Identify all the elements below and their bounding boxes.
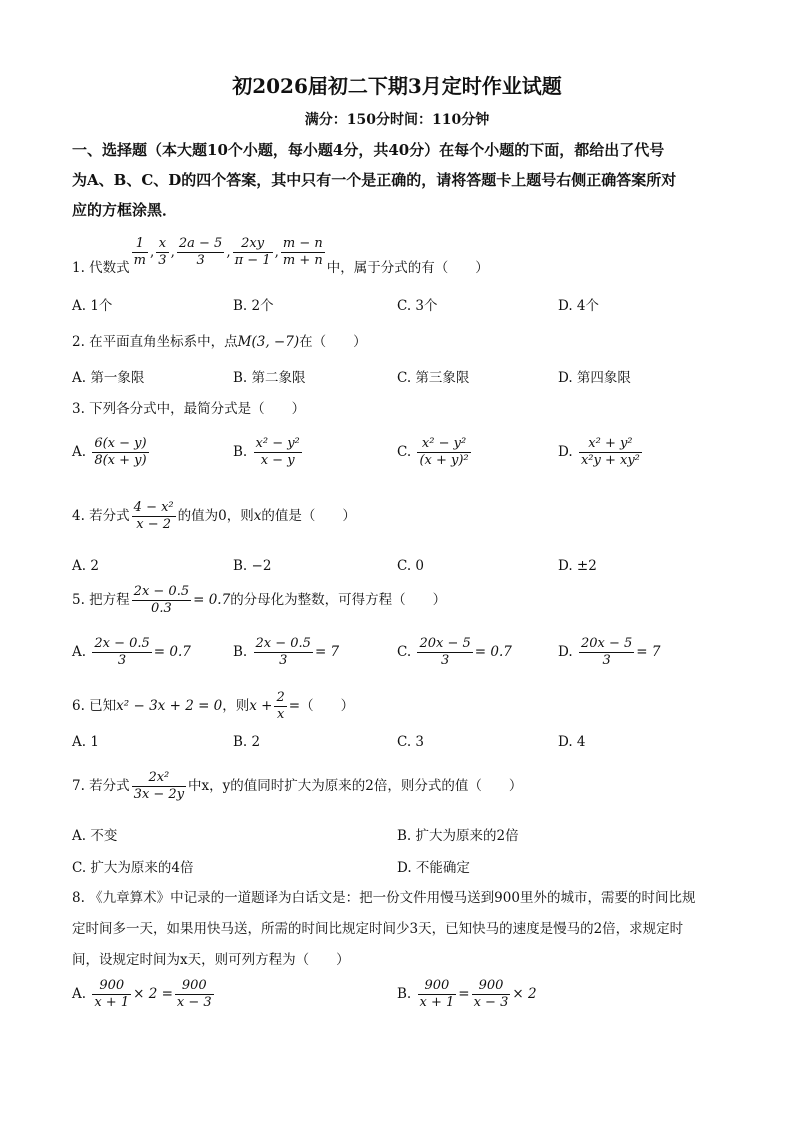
q2-option-a[interactable]: A. 第一象限 <box>72 370 145 386</box>
question-5: 5. 把方程 $\frac{2x - 0.5}{0.3}$ = 0.7的分母化为整数，可得方程（ ） <box>72 584 447 616</box>
q5-option-a[interactable]: A. $\frac{2x - 0.5}{3}$ = 0.7 <box>72 636 191 668</box>
question-3: 3. 下列各分式中，最简分式是（ ） <box>72 401 306 417</box>
score-time-line: 满分：150分时间：110分钟 <box>304 112 490 128</box>
q5-option-c[interactable]: C. $\frac{20x - 5}{3}$ = 0.7 <box>397 636 512 668</box>
fraction: $\frac{2a - 5}{3}$ <box>178 236 223 268</box>
q7-option-d[interactable]: D. 不能确定 <box>397 860 470 876</box>
q8-option-a[interactable]: A. $\frac{900}{x + 1}$ × 2 = $\frac{900}{x - 3}$ <box>72 978 212 1010</box>
section-instructions-3: 应的方框涂黑． <box>72 201 178 219</box>
q1-option-a[interactable]: A. 1个 <box>72 298 113 314</box>
question-4: 4. 若分式 $\frac{\text{4 − x²}}{x - 2}$ 的值为0，则x的值是（ ） <box>72 500 356 532</box>
q7-option-b[interactable]: B. 扩大为原来的2倍 <box>397 828 519 844</box>
q2-option-d[interactable]: D. 第四象限 <box>558 370 631 386</box>
fraction: $\frac{1}{m}$ <box>133 236 146 268</box>
question-1: 1. 代数式 $\frac{1}{m}$ , $\frac{x}{3}$ , $\frac{2a - 5}{3}$ , $\frac{2xy}{\pi - 1}$ , $\frac{m - n}{m + n}$ 中，属于分式的有（ ） <box>72 236 489 276</box>
q5-option-b[interactable]: B. $\frac{2x - 0.5}{3}$ = 7 <box>233 636 340 668</box>
fraction: $\frac{2xy}{\pi - 1}$ <box>234 236 271 268</box>
question-8-line-3: 间，设规定时间为x天，则可列方程为（ ） <box>72 952 350 968</box>
fraction: $\frac{x}{3}$ <box>158 236 167 268</box>
q1-option-d[interactable]: D. 4个 <box>558 298 600 314</box>
q4-option-d[interactable]: D. ±2 <box>558 558 597 574</box>
q6-option-d[interactable]: D. 4 <box>558 734 586 750</box>
q6-option-a[interactable]: A. 1 <box>72 734 99 750</box>
q3-option-c[interactable]: C. $\frac{\text{x² − y²}}{\text{(x + y)²}}$ <box>397 436 469 468</box>
point-m: M(3, −7) <box>237 334 300 350</box>
q1-option-c[interactable]: C. 3个 <box>397 298 438 314</box>
q3-option-d[interactable]: D. $\frac{\text{x² + y²}}{\text{x²y + xy²}}$ <box>558 436 640 468</box>
fraction: $\frac{m - n}{m + n}$ <box>282 236 323 268</box>
q5-option-d[interactable]: D. $\frac{20x - 5}{3}$ = 7 <box>558 636 661 668</box>
q2-option-b[interactable]: B. 第二象限 <box>233 370 306 386</box>
question-6: 6. 已知x² − 3x + 2 = 0，则x + $\frac{2}{x}$ =（ ） <box>72 690 355 722</box>
section-instructions-1: 一、选择题（本大题10个小题，每小题4分，共40分）在每个小题的下面，都给出了代号 <box>72 141 665 159</box>
question-2: 2. 在平面直角坐标系中，点M(3, −7)在（ ） <box>72 334 367 350</box>
q7-option-a[interactable]: A. 不变 <box>72 828 118 844</box>
q6-option-c[interactable]: C. 3 <box>397 734 425 750</box>
question-8-line-1: 8. 《九章算术》中记录的一道题译为白话文是：把一份文件用慢马送到900里外的城市，需要的时间比规 <box>72 890 696 906</box>
question-7: 7. 若分式 $\frac{\text{2x²}}{3x - 2y}$ 中x，y的值同时扩大为原来的2倍，则分式的值（ ） <box>72 770 523 802</box>
question-8-line-2: 定时间多一天，如果用快马送，所需的时间比规定时间少3天，已知快马的速度是慢马的2倍，求规定时 <box>72 921 684 937</box>
q7-option-c[interactable]: C. 扩大为原来的4倍 <box>72 860 194 876</box>
q1-option-b[interactable]: B. 2个 <box>233 298 274 314</box>
q6-option-b[interactable]: B. 2 <box>233 734 261 750</box>
q4-option-a[interactable]: A. 2 <box>72 558 99 574</box>
q2-option-c[interactable]: C. 第三象限 <box>397 370 470 386</box>
section-instructions-2: 为A、B、C、D的四个答案，其中只有一个是正确的，请将答题卡上题号右侧正确答案所对 <box>72 171 677 189</box>
q3-option-b[interactable]: B. $\frac{\text{x² − y²}}{x - y}$ <box>233 436 300 468</box>
q4-option-c[interactable]: C. 0 <box>397 558 425 574</box>
q4-option-b[interactable]: B. −2 <box>233 558 272 574</box>
q8-option-b[interactable]: B. $\frac{900}{x + 1}$ = $\frac{900}{x - 3}$ × 2 <box>397 978 537 1010</box>
page-title: 初2026届初二下期3月定时作业试题 <box>232 74 562 98</box>
q3-option-a[interactable]: A. $\frac{6(x - y)}{8(x + y)}$ <box>72 436 147 468</box>
